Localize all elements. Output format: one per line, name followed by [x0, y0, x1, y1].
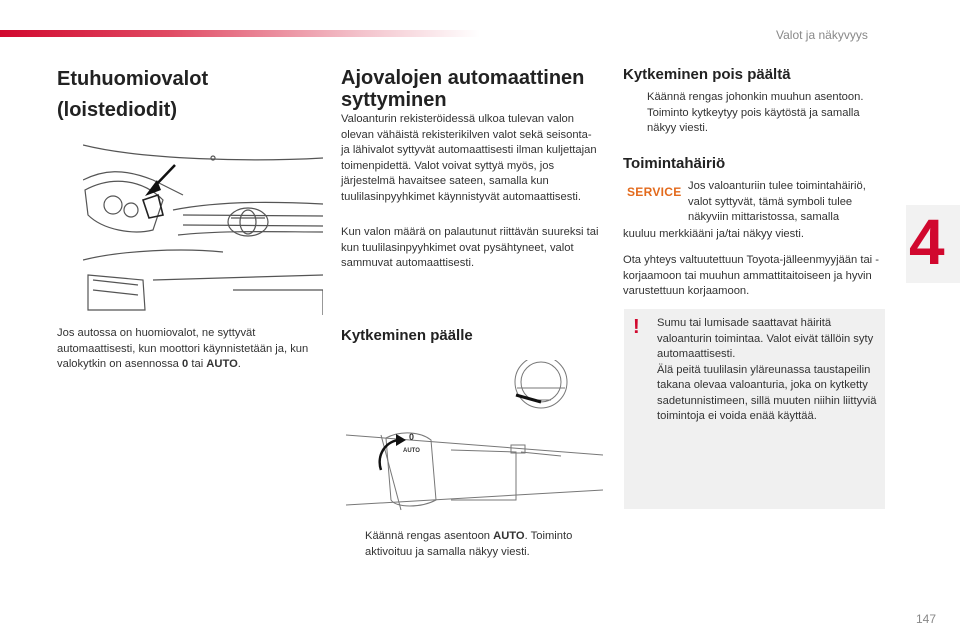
switch-off-title: Kytkeminen pois päältä: [623, 66, 791, 83]
contact-dealer-text: Ota yhteys valtuutettuun Toyota-jälleenmyyjään tai -korjaamoon tai muuhun ammattitaitoiseen ja hyvin varustettuun korjaamoon.: [623, 254, 879, 297]
headlight-illustration: [83, 140, 323, 315]
header-accent-bar: [0, 30, 480, 37]
switch-on-text: Käännä rengas asentoon AUTO. Toiminto aktivoituu ja samalla näkyy viesti.: [365, 530, 573, 558]
switch-on-title: Kytkeminen päälle: [341, 327, 473, 344]
page-number: 147: [916, 612, 937, 626]
malfunction-text-cont: kuuluu merkkiääni ja/tai näkyy viesti.: [623, 228, 804, 240]
malfunction-title: Toimintahäiriö: [623, 155, 726, 172]
auto-lights-title: Ajovalojen automaattinen syttyminen: [341, 67, 585, 111]
light-stalk-illustration: [341, 360, 603, 520]
auto-lights-text-2: Kun valon määrä on palautunut riittävän suureksi tai kun tuulilasinpyyhkimet ovat pysähtyneet, valot sammuvat automaattisesti.: [341, 226, 599, 269]
stalk-position-auto: AUTO: [403, 448, 420, 454]
warning-icon: !: [633, 316, 640, 338]
warning-text: Sumu tai lumisade saattavat häiritä valoanturin toimintaa. Valot eivät tällöin syty automaattisesti. Älä peitä tuulilasin yläreunassa taustapeilin takana olevaa valoanturia, joka on kytketty sadetunnistimeen, sillä muuten niihin liittyviä toimintoja ei voida enää käyttää.: [657, 317, 877, 422]
front-lights-text: Jos autossa on huomiovalot, ne syttyvät automaattisesti, kun moottori käynnistetään ja, kun valokytkin on asennossa 0 tai AUTO.: [57, 327, 309, 370]
position-auto: AUTO: [206, 358, 238, 370]
front-lights-title: Etuhuomiovalot (loistediodit): [57, 68, 209, 121]
position-zero: 0: [182, 358, 189, 370]
service-warning-icon: SERVICE: [627, 185, 682, 199]
stalk-position-zero: 0: [409, 432, 415, 442]
chapter-number: 4: [909, 206, 945, 278]
auto-lights-text: Valoanturin rekisteröidessä ulkoa tulevan valon olevan vähäistä rekisterikilven valot sekä seisonta- ja lähivalot syttyvät automaattisesti ilman kuljettajan toimenpidettä. Valot voivat syttyä myös, jos järjestelmä havaitsee sateen, samalla kun tuulilasinpyyhkimet käynnistyvät automaattisesti.: [341, 113, 597, 203]
chapter-title: Valot ja näkyvyys: [776, 28, 868, 42]
malfunction-text: Jos valoanturiin tulee toimintahäiriö, valot syttyvät, tämä symboli tulee näkyviin mittaristossa, samalla: [688, 180, 866, 223]
switch-off-text: Käännä rengas johonkin muuhun asentoon. Toiminto kytkeytyy pois käytöstä ja samalla näkyy viesti.: [647, 91, 864, 134]
